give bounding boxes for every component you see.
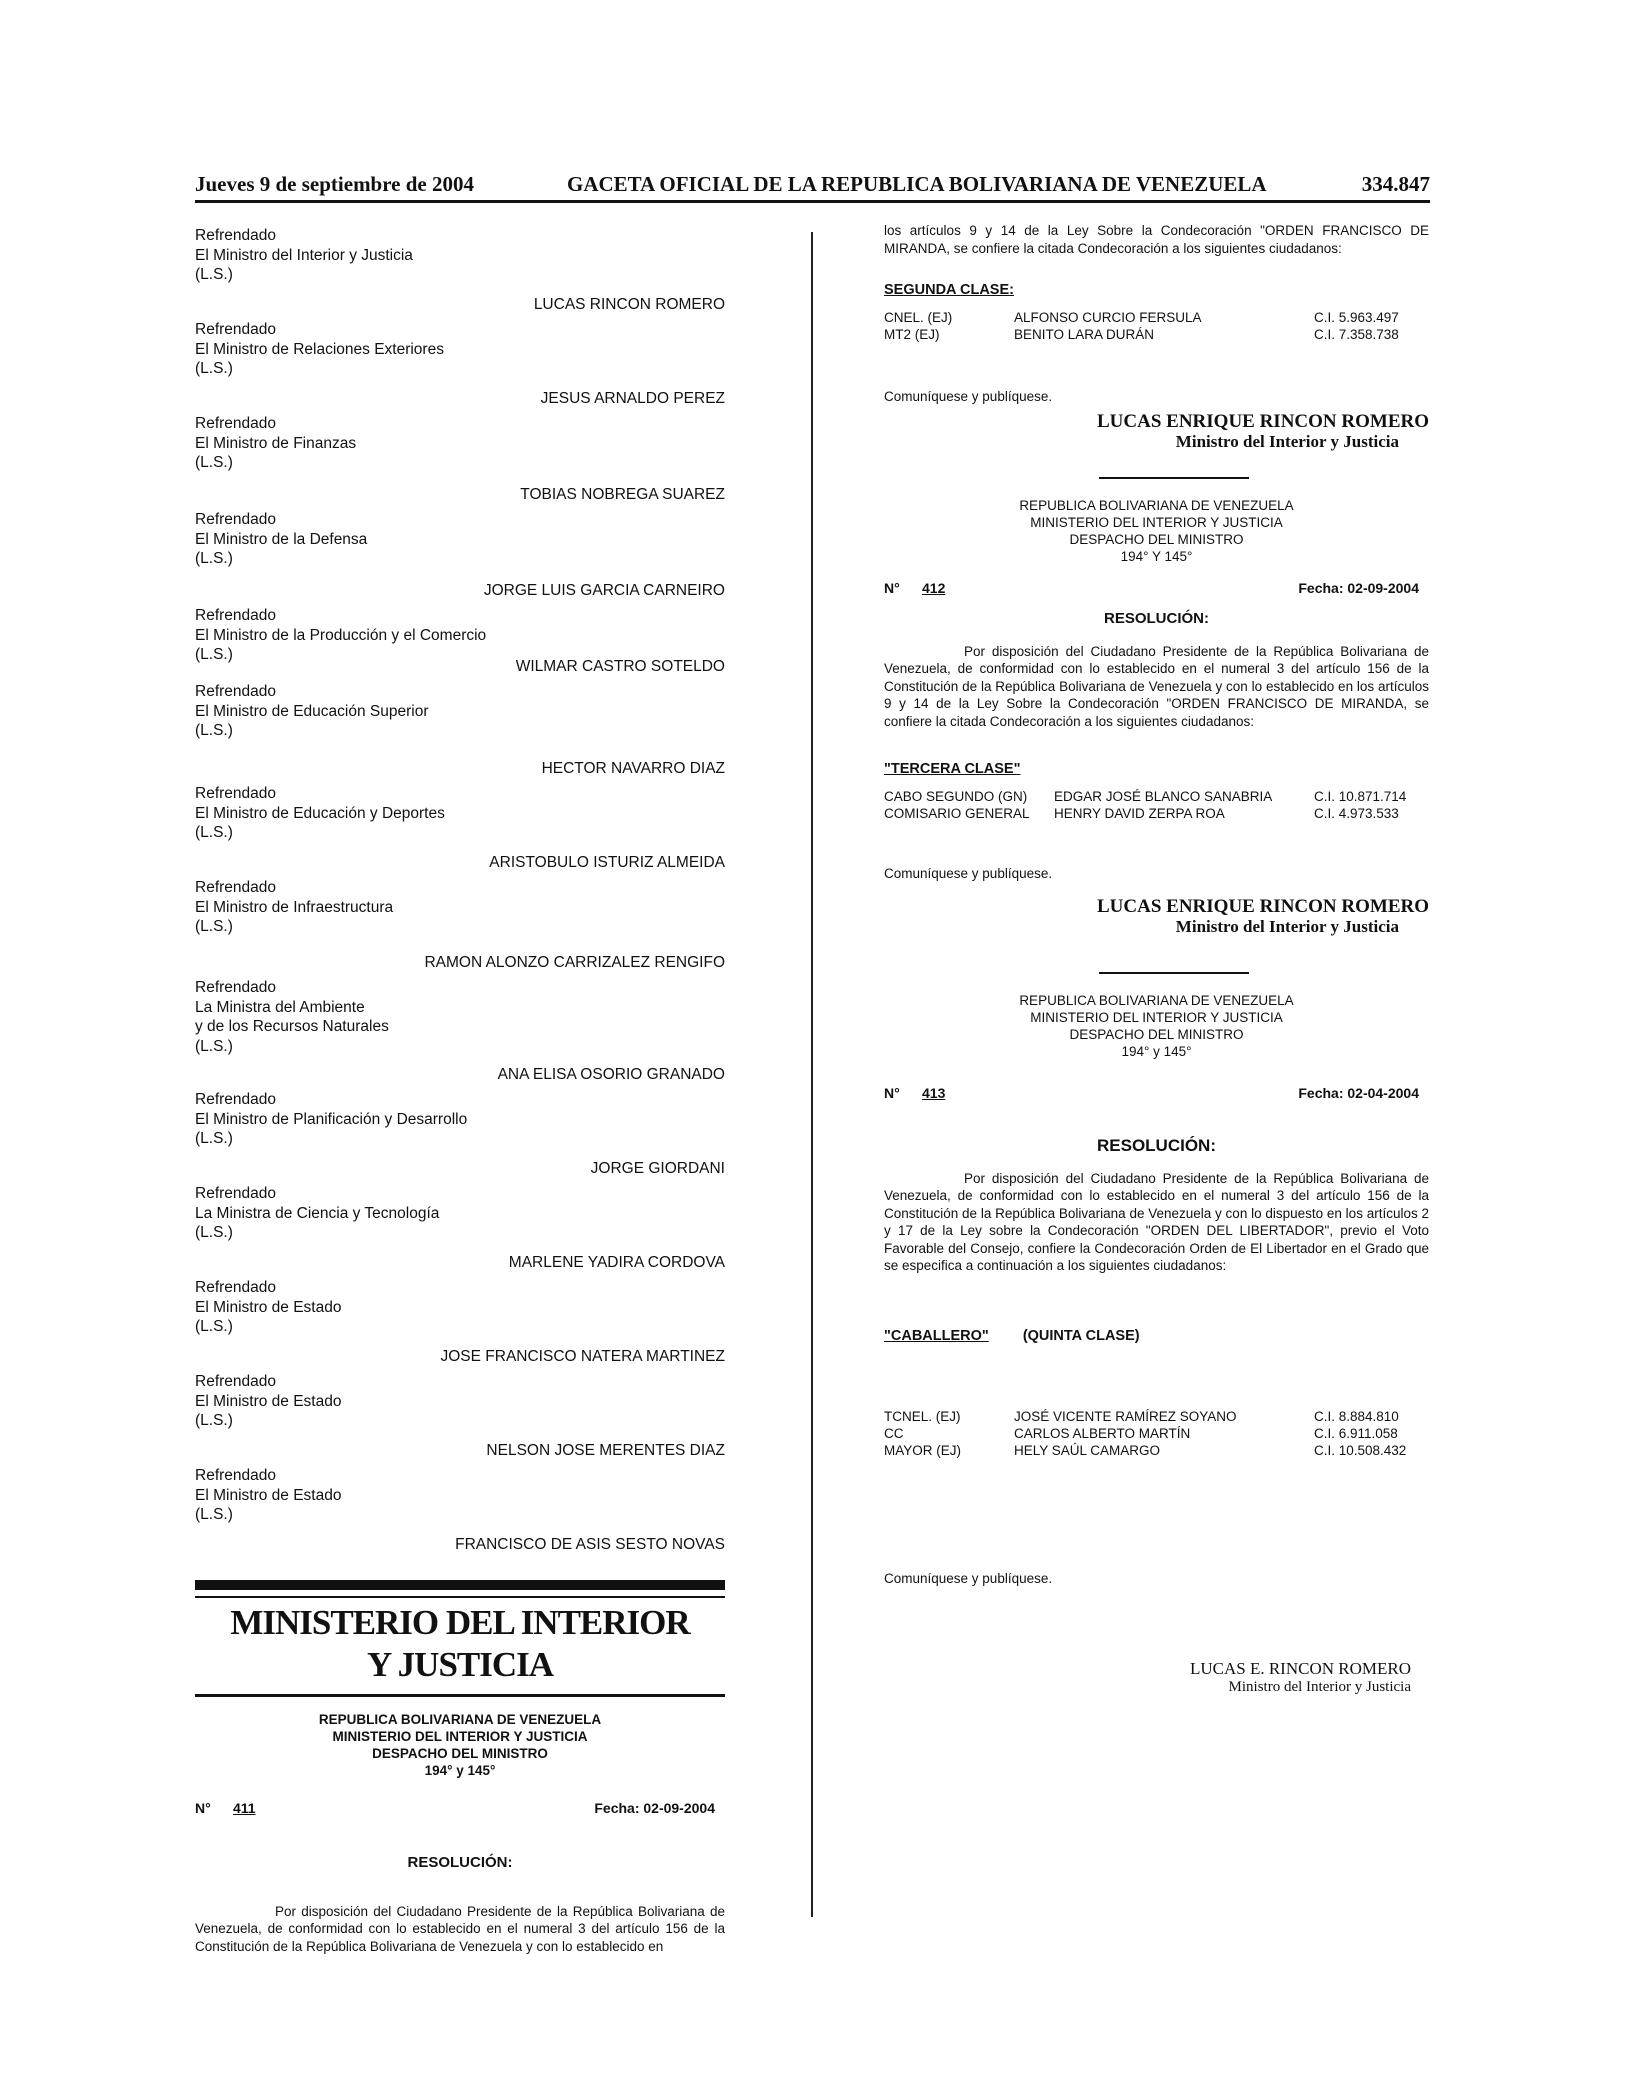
refrendado-lines xyxy=(195,226,725,285)
ministry-rule-thick xyxy=(195,1580,725,1590)
refrendado-lines xyxy=(195,878,725,937)
org-line-years: 194° y 145° xyxy=(1121,1044,1192,1059)
refrendado-line: Refrendado xyxy=(195,415,277,432)
refrendado-line: El Ministro de Infraestructura xyxy=(195,898,394,916)
recipient-rank: MAYOR (EJ) xyxy=(884,1443,961,1458)
recipient-ci: C.I. 5.963.497 xyxy=(1314,309,1399,325)
refrendado-line: (L.S.) xyxy=(195,550,233,567)
resolution-number: 411 xyxy=(233,1800,256,1816)
resolution-title: RESOLUCIÓN: xyxy=(1097,1136,1216,1155)
right-column xyxy=(884,222,1429,1698)
org-line-ministry: MINISTERIO DEL INTERIOR Y JUSTICIA xyxy=(332,1729,588,1744)
resolution-date: Fecha: 02-09-2004 xyxy=(594,1800,715,1816)
refrendado-block xyxy=(195,978,725,1090)
org-line-office: DESPACHO DEL MINISTRO xyxy=(1069,1027,1244,1042)
refrendado-signer-name: JORGE LUIS GARCIA CARNEIRO xyxy=(483,581,725,599)
refrendado-line: La Ministra de Ciencia y Tecnología xyxy=(195,1204,440,1222)
refrendado-line: El Ministro de Estado xyxy=(195,1392,342,1410)
recipient-name: ALFONSO CURCIO FERSULA xyxy=(1014,309,1202,325)
class-title-412: "TERCERA CLASE" xyxy=(884,761,1021,777)
refrendado-lines xyxy=(195,1090,725,1149)
refrendado-signer-name: FRANCISCO DE ASIS SESTO NOVAS xyxy=(455,1535,725,1553)
resolution-text: Por disposición del Ciudadano Presidente de la República Bolivariana de Venezuela, de conformidad con lo establecido en el numeral 3 del artículo 156 de la Constitución de la República Bolivariana de Venezuela y con lo establecido en los artículos 9 y 14 de la Ley Sobre la Condecoración "ORDEN FRANCISCO DE MIRANDA, se confiere la citada Condecoración a los siguientes ciudadanos: xyxy=(884,643,1429,729)
refrendado-block xyxy=(195,1184,725,1278)
resolution-number: 412 xyxy=(922,580,946,596)
refrendado-line: (L.S.) xyxy=(195,918,233,935)
refrendado-block xyxy=(195,1278,725,1372)
refrendado-line: El Ministro de Educación Superior xyxy=(195,702,429,720)
refrendado-list xyxy=(195,226,725,1560)
refrendado-block xyxy=(195,226,725,320)
recipient-row xyxy=(884,1425,1429,1442)
ministry-title xyxy=(195,1602,725,1686)
refrendado-lines xyxy=(195,682,725,741)
refrendado-block xyxy=(195,606,725,682)
refrendado-line: Refrendado xyxy=(195,1091,277,1108)
refrendado-lines xyxy=(195,320,725,379)
recipient-name: JOSÉ VICENTE RAMÍREZ SOYANO xyxy=(1014,1409,1237,1424)
refrendado-block xyxy=(195,510,725,606)
refrendado-line: Refrendado xyxy=(195,879,277,896)
ministry-title-line2: Y JUSTICIA xyxy=(366,1645,554,1684)
separator-rule xyxy=(1099,477,1249,479)
role-412: Ministro del Interior y Justicia xyxy=(1175,916,1399,936)
recipient-ci: C.I. 8.884.810 xyxy=(1314,1409,1399,1424)
recipient-ci: C.I. 6.911.058 xyxy=(1314,1426,1398,1441)
refrendado-line: Refrendado xyxy=(195,683,277,700)
org-line-republic: REPUBLICA BOLIVARIANA DE VENEZUELA xyxy=(318,1712,602,1727)
refrendado-line: El Ministro de Relaciones Exteriores xyxy=(195,340,444,358)
refrendado-line: (L.S.) xyxy=(195,1037,233,1055)
org-line-ministry: MINISTERIO DEL INTERIOR Y JUSTICIA xyxy=(1030,515,1283,530)
number-label: N° xyxy=(884,580,900,596)
refrendado-line: (L.S.) xyxy=(195,454,233,471)
refrendado-signer-name: NELSON JOSE MERENTES DIAZ xyxy=(486,1441,725,1459)
refrendado-line: (L.S.) xyxy=(195,1224,233,1241)
org-line-ministry: MINISTERIO DEL INTERIOR Y JUSTICIA xyxy=(1030,1010,1283,1025)
refrendado-line: Refrendado xyxy=(195,1279,277,1296)
org-line-republic: REPUBLICA BOLIVARIANA DE VENEZUELA xyxy=(1019,498,1294,513)
refrendado-block xyxy=(195,1372,725,1466)
class-row-413 xyxy=(884,1327,1429,1347)
closing-411: Comuníquese y publíquese. xyxy=(884,388,1053,404)
refrendado-lines xyxy=(195,510,725,569)
refrendado-lines xyxy=(195,414,725,473)
ministry-rule-bottom xyxy=(195,1694,725,1697)
refrendado-lines xyxy=(195,784,725,843)
refrendado-signer-name: MARLENE YADIRA CORDOVA xyxy=(508,1253,725,1271)
class-title-411: SEGUNDA CLASE: xyxy=(884,282,1014,298)
refrendado-line: (L.S.) xyxy=(195,1130,233,1147)
refrendado-block xyxy=(195,784,725,878)
recipient-row xyxy=(884,1408,1429,1425)
recipient-rank: TCNEL. (EJ) xyxy=(884,1409,961,1424)
recipient-rank: COMISARIO GENERAL xyxy=(884,805,1030,821)
resolution-title: RESOLUCIÓN: xyxy=(407,1854,513,1871)
left-column xyxy=(195,226,725,1955)
recipient-name: CARLOS ALBERTO MARTÍN xyxy=(1014,1426,1191,1441)
separator-rule xyxy=(1099,972,1249,974)
recipient-row xyxy=(884,1442,1429,1459)
number-label: N° xyxy=(195,1800,211,1816)
refrendado-line: (L.S.) xyxy=(195,1412,233,1429)
recipient-ci: C.I. 10.508.432 xyxy=(1314,1443,1407,1458)
refrendado-line: Refrendado xyxy=(195,227,277,244)
refrendado-line: Refrendado xyxy=(195,1467,277,1484)
refrendado-line: El Ministro del Interior y Justicia xyxy=(195,246,413,264)
resolution-date: Fecha: 02-04-2004 xyxy=(1298,1085,1419,1101)
org-line-republic: REPUBLICA BOLIVARIANA DE VENEZUELA xyxy=(1019,993,1294,1008)
recipient-rank: MT2 (EJ) xyxy=(884,326,940,342)
refrendado-block xyxy=(195,320,725,414)
refrendado-line: Refrendado xyxy=(195,607,277,624)
org-header-413 xyxy=(884,992,1429,1060)
refrendado-line: (L.S.) xyxy=(195,824,233,841)
resolution-number-row xyxy=(884,1084,1429,1108)
refrendado-line: Refrendado xyxy=(195,785,277,802)
refrendado-line: El Ministro de la Defensa xyxy=(195,530,368,548)
header-page-number: 334.847 xyxy=(1361,172,1430,196)
refrendado-signer-name: RAMON ALONZO CARRIZALEZ RENGIFO xyxy=(424,953,725,971)
signer-412: LUCAS ENRIQUE RINCON ROMERO xyxy=(1097,896,1429,917)
resolution-text: Por disposición del Ciudadano Presidente de la República Bolivariana de Venezuela, de conformidad con lo establecido en el numeral 3 del artículo 156 de la Constitución de la República Bolivariana de Venezuela y con lo dispuesto en los artículos 2 y 17 de la Ley sobre la Condecoración "ORDEN DEL LIBERTADOR", previo el Voto Favorable del Consejo, confiere la Condecoración Orden de El Libertador en el Grado que se especifica a continuación a los siguientes ciudadanos: xyxy=(884,1170,1429,1273)
org-header-411 xyxy=(195,1711,725,1779)
resolution-number-row xyxy=(195,1799,725,1823)
recipient-name: EDGAR JOSÉ BLANCO SANABRIA xyxy=(1054,788,1273,804)
refrendado-block xyxy=(195,682,725,784)
refrendado-block xyxy=(195,1466,725,1560)
signer-413: LUCAS E. RINCON ROMERO xyxy=(1189,1658,1411,1678)
signer-411: LUCAS ENRIQUE RINCON ROMERO xyxy=(1097,411,1429,432)
role-413: Ministro del Interior y Justicia xyxy=(1228,1679,1411,1695)
recipient-rank: CABO SEGUNDO (GN) xyxy=(884,788,1028,804)
refrendado-line: (L.S.) xyxy=(195,1506,233,1523)
resolution-411-continuation: los artículos 9 y 14 de la Ley Sobre la Condecoración "ORDEN FRANCISCO DE MIRANDA, se confiere la citada Condecoración a los siguientes ciudadanos: xyxy=(884,223,1429,256)
recipient-name: HELY SAÚL CAMARGO xyxy=(1014,1443,1161,1458)
resolution-text: Por disposición del Ciudadano Presidente de la República Bolivariana de Venezuela, de conformidad con lo establecido en el numeral 3 del artículo 156 de la Constitución de la República Bolivariana de Venezuela y con lo establecido en xyxy=(195,1903,725,1954)
refrendado-signer-name: JORGE GIORDANI xyxy=(590,1159,725,1177)
role-411: Ministro del Interior y Justicia xyxy=(1175,431,1399,451)
refrendado-signer-name: JESUS ARNALDO PEREZ xyxy=(540,389,725,407)
recipient-rank: CC xyxy=(884,1426,904,1441)
refrendado-line: El Ministro de Estado xyxy=(195,1486,342,1504)
refrendado-block xyxy=(195,878,725,978)
number-label: N° xyxy=(884,1085,900,1101)
refrendado-lines xyxy=(195,1466,725,1525)
resolution-date: Fecha: 02-09-2004 xyxy=(1298,580,1419,596)
recipient-row xyxy=(884,326,1429,343)
refrendado-line: (L.S.) xyxy=(195,722,233,739)
refrendado-line: (L.S.) xyxy=(195,646,233,663)
refrendado-lines xyxy=(195,1278,725,1337)
recipients-table-413 xyxy=(884,1408,1429,1459)
refrendado-line: Refrendado xyxy=(195,321,277,338)
recipient-row xyxy=(884,309,1429,326)
ministry-rule-thin xyxy=(195,1596,725,1598)
refrendado-line: y de los Recursos Naturales xyxy=(195,1018,389,1035)
closing-412: Comuníquese y publíquese. xyxy=(884,865,1053,881)
resolution-number: 413 xyxy=(922,1085,946,1101)
refrendado-line: La Ministra del Ambiente xyxy=(195,998,365,1016)
refrendado-line: (L.S.) xyxy=(195,266,233,283)
org-line-office: DESPACHO DEL MINISTRO xyxy=(372,1746,548,1761)
resolution-title: RESOLUCIÓN: xyxy=(1104,610,1209,627)
recipient-name: HENRY DAVID ZERPA ROA xyxy=(1054,805,1225,821)
header-rule xyxy=(195,200,1430,203)
recipient-row xyxy=(884,805,1429,822)
header-title: GACETA OFICIAL DE LA REPUBLICA BOLIVARIANA DE VENEZUELA xyxy=(567,172,1267,196)
refrendado-lines xyxy=(195,978,725,1056)
column-divider xyxy=(811,232,813,1917)
refrendado-signer-name: HECTOR NAVARRO DIAZ xyxy=(541,759,725,777)
refrendado-signer-name: ANA ELISA OSORIO GRANADO xyxy=(497,1065,725,1083)
recipients-table-411 xyxy=(884,309,1429,343)
refrendado-line: El Ministro de Finanzas xyxy=(195,434,357,452)
refrendado-line: El Ministro de Estado xyxy=(195,1298,342,1316)
header-date: Jueves 9 de septiembre de 2004 xyxy=(195,172,474,196)
refrendado-lines xyxy=(195,1372,725,1431)
refrendado-signer-name: LUCAS RINCON ROMERO xyxy=(533,295,725,313)
refrendado-signer-name: TOBIAS NOBREGA SUAREZ xyxy=(520,485,725,503)
org-line-years: 194° y 145° xyxy=(424,1763,496,1778)
recipient-ci: C.I. 4.973.533 xyxy=(1314,805,1399,821)
refrendado-signer-name: JOSE FRANCISCO NATERA MARTINEZ xyxy=(440,1347,725,1365)
refrendado-lines xyxy=(195,1184,725,1243)
recipient-ci: C.I. 7.358.738 xyxy=(1314,326,1399,342)
refrendado-line: (L.S.) xyxy=(195,360,233,377)
closing-413: Comuníquese y publíquese. xyxy=(884,1571,1053,1586)
recipient-ci: C.I. 10.871.714 xyxy=(1314,788,1407,804)
refrendado-line: Refrendado xyxy=(195,979,277,996)
refrendado-signer-name: WILMAR CASTRO SOTELDO xyxy=(515,657,725,675)
refrendado-line: Refrendado xyxy=(195,1185,277,1202)
gazette-header xyxy=(195,168,1430,202)
refrendado-line: Refrendado xyxy=(195,511,277,528)
class-subtitle-413: (QUINTA CLASE) xyxy=(1022,1327,1140,1344)
refrendado-signer-name: ARISTOBULO ISTURIZ ALMEIDA xyxy=(489,853,725,871)
org-header-412 xyxy=(884,497,1429,565)
refrendado-line: Refrendado xyxy=(195,1373,277,1390)
refrendado-line: El Ministro de la Producción y el Comercio xyxy=(195,626,487,644)
ministry-title-line1: MINISTERIO DEL INTERIOR xyxy=(230,1603,690,1642)
refrendado-line: (L.S.) xyxy=(195,1318,233,1335)
recipient-name: BENITO LARA DURÁN xyxy=(1014,326,1155,342)
class-title-413: "CABALLERO" xyxy=(884,1327,989,1344)
refrendado-block xyxy=(195,1090,725,1184)
recipient-row xyxy=(884,788,1429,805)
org-line-years: 194° Y 145° xyxy=(1120,549,1193,564)
recipient-rank: CNEL. (EJ) xyxy=(884,309,953,325)
org-line-office: DESPACHO DEL MINISTRO xyxy=(1069,532,1244,547)
recipients-table-412 xyxy=(884,788,1429,822)
refrendado-line: El Ministro de Planificación y Desarrollo xyxy=(195,1110,468,1128)
refrendado-block xyxy=(195,414,725,510)
refrendado-line: El Ministro de Educación y Deportes xyxy=(195,804,445,822)
resolution-number-row xyxy=(884,579,1429,603)
